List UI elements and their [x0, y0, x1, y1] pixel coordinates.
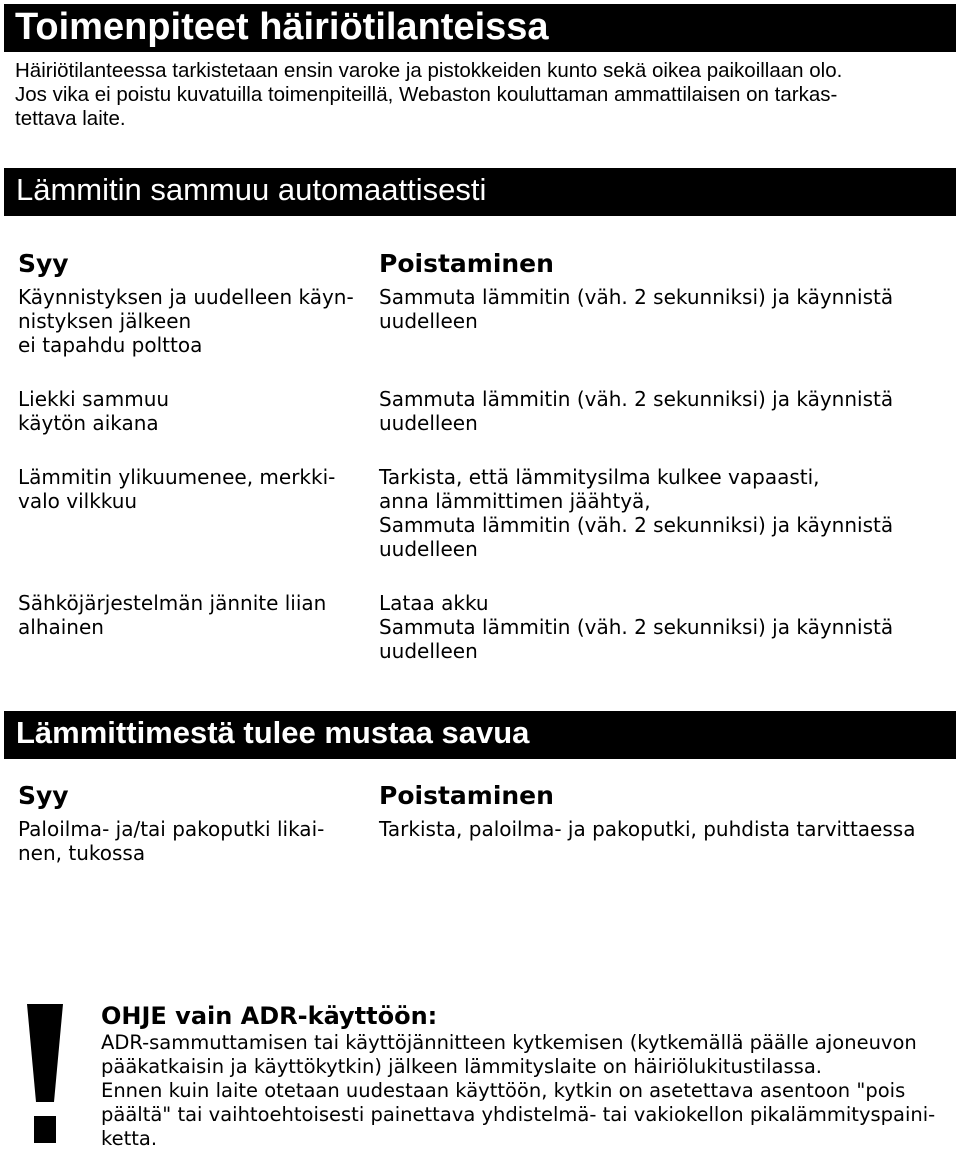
note-title: OHJE vain ADR-käyttöön:	[101, 1002, 438, 1030]
cause-line: Sähköjärjestelmän jännite liian	[18, 591, 327, 615]
section1-cause-header: Syy	[18, 249, 69, 278]
section1-row1-cause	[18, 285, 354, 357]
note-line: ADR-sammuttamisen tai käyttöjännitteen kytkemisen (kytkemällä päälle ajoneuvon	[101, 1031, 917, 1054]
intro-line: tettava laite.	[15, 107, 126, 130]
section1-row1-fix	[379, 285, 893, 333]
cause-line: nistyksen jälkeen	[18, 309, 192, 333]
section1-title: Lämmitin sammuu automaattisesti	[16, 172, 487, 207]
intro-line: Häiriötilanteessa tarkistetaan ensin varoke ja pistokkeiden kunto sekä oikea paikoillaan olo.	[15, 59, 843, 82]
cause-line: Käynnistyksen ja uudelleen käyn-	[18, 285, 354, 309]
cause-line: nen, tukossa	[18, 841, 146, 865]
fix-line: uudelleen	[379, 537, 478, 561]
section1-row3-cause	[18, 465, 335, 513]
fix-line: Lataa akku	[379, 591, 489, 615]
section1-row3-fix	[379, 465, 893, 561]
cause-line: valo vilkkuu	[18, 489, 138, 513]
fix-line: uudelleen	[379, 639, 478, 663]
note-line: Ennen kuin laite otetaan uudestaan käyttöön, kytkin on asetettava asentoon "pois	[101, 1079, 906, 1102]
section1-row4-fix	[379, 591, 893, 663]
fix-line: Sammuta lämmitin (väh. 2 sekunniksi) ja käynnistä	[379, 285, 894, 309]
cause-line: ei tapahdu polttoa	[18, 333, 203, 357]
fix-line: Sammuta lämmitin (väh. 2 sekunniksi) ja käynnistä	[379, 387, 894, 411]
cause-line: käytön aikana	[18, 411, 159, 435]
fix-line: Tarkista, paloilma- ja pakoputki, puhdista tarvittaessa	[379, 817, 916, 841]
fix-line: uudelleen	[379, 411, 478, 435]
fix-line: Sammuta lämmitin (väh. 2 sekunniksi) ja käynnistä	[379, 513, 894, 537]
cause-line: Liekki sammuu	[18, 387, 170, 411]
note-line: ketta.	[101, 1127, 158, 1150]
section1-row4-cause	[18, 591, 326, 639]
exclamation-icon	[24, 1004, 66, 1149]
section2-header-bar	[4, 711, 956, 759]
cause-line: Paloilma- ja/tai pakoputki likai-	[18, 817, 325, 841]
section2-title: Lämmittimestä tulee mustaa savua	[16, 715, 530, 750]
section2-cause-header: Syy	[18, 781, 69, 810]
fix-line: uudelleen	[379, 309, 478, 333]
cause-line: alhainen	[18, 615, 104, 639]
section1-header-bar	[4, 168, 956, 216]
section1-row2-fix	[379, 387, 893, 435]
section2-fix-header: Poistaminen	[379, 781, 554, 810]
note-line: pääkatkaisin ja käyttökytkin) jälkeen lämmityslaite on häiriölukitustilassa.	[101, 1055, 822, 1078]
intro-paragraph	[15, 59, 950, 131]
page-title-bar	[4, 4, 956, 52]
fix-line: Sammuta lämmitin (väh. 2 sekunniksi) ja käynnistä	[379, 615, 894, 639]
section1-row2-cause	[18, 387, 169, 435]
note-body	[101, 1031, 935, 1151]
intro-line: Jos vika ei poistu kuvatuilla toimenpiteillä, Webaston kouluttaman ammattilaisen on tarkas-	[15, 83, 838, 106]
section1-fix-header: Poistaminen	[379, 249, 554, 278]
fix-line: anna lämmittimen jäähtyä,	[379, 489, 651, 513]
note-line: päältä" tai vaihtoehtoisesti painettava yhdistelmä- tai vakiokellon pikalämmityspaini-	[101, 1103, 936, 1126]
fix-line: Tarkista, että lämmitysilma kulkee vapaasti,	[379, 465, 820, 489]
page-title: Toimenpiteet häiriötilanteissa	[15, 6, 549, 48]
cause-line: Lämmitin ylikuumenee, merkki-	[18, 465, 336, 489]
section2-row1-fix	[379, 817, 915, 841]
section2-row1-cause	[18, 817, 324, 865]
